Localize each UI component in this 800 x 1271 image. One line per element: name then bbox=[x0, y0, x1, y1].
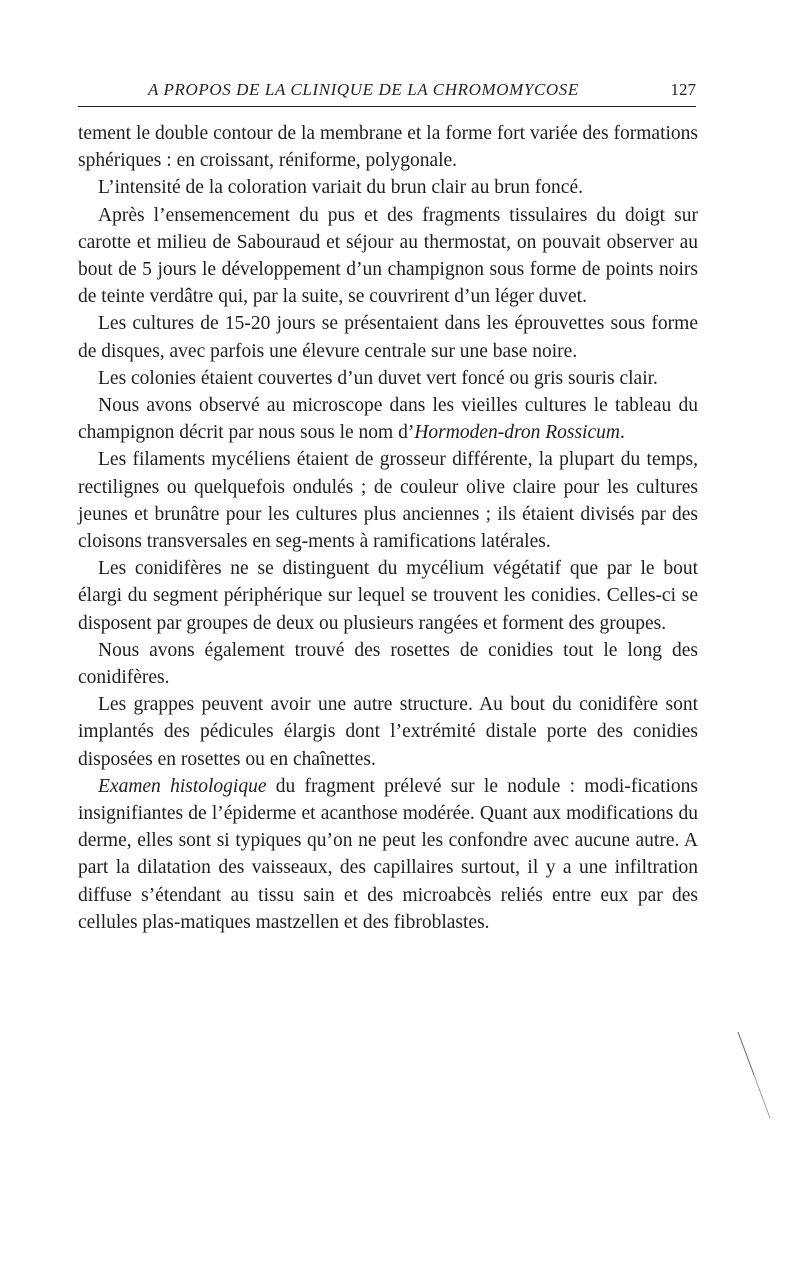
text-run: . bbox=[619, 422, 625, 444]
text-run: Les colonies étaient couvertes d’un duvet vert foncé ou gris souris clair. bbox=[98, 367, 658, 389]
text-run: Les grappes peuvent avoir une autre structure. Au bout du conidifère sont implantés des pédicules élargis dont l’extrémité distale porte des conidies disposées en rosettes ou en chaînettes. bbox=[78, 694, 698, 770]
text-run: tement le double contour de la membrane et la forme fort variée des formations sphériques : en croissant, réniforme, polygonale. bbox=[78, 123, 698, 172]
paragraph bbox=[78, 174, 698, 201]
species-name: Hormoden-dron Rossicum bbox=[414, 422, 620, 444]
margin-scratch-mark bbox=[736, 1030, 772, 1120]
paragraph bbox=[78, 392, 698, 446]
paragraph bbox=[78, 202, 698, 311]
text-run: L’intensité de la coloration variait du brun clair au brun foncé. bbox=[98, 177, 583, 199]
section-lead: Examen histologique bbox=[98, 775, 267, 797]
text-run: Après l’ensemencement du pus et des fragments tissulaires du doigt sur carotte et milieu de Sabouraud et séjour au thermostat, on pouvait observer au bout de 5 jours le développement d’un champignon sous forme de points noirs de teinte verdâtre qui, par la suite, se couvrirent d’un léger duvet. bbox=[78, 204, 698, 308]
running-header bbox=[78, 80, 696, 107]
body-text bbox=[78, 120, 698, 936]
paragraph bbox=[78, 365, 698, 392]
paragraph bbox=[78, 120, 698, 174]
paragraph bbox=[78, 691, 698, 773]
text-run: Les filaments mycéliens étaient de grosseur différente, la plupart du temps, rectilignes ou quelquefois ondulés ; de couleur olive claire pour les cultures jeunes et brunâtre pour les cultures plus anciennes ; ils étaient divisés par des cloisons transversales en seg-ments à ramifications latérales. bbox=[78, 449, 698, 553]
running-title: A PROPOS DE LA CLINIQUE DE LA CHROMOMYCOSE bbox=[148, 80, 579, 99]
text-run: Nous avons également trouvé des rosettes de conidies tout le long des conidifères. bbox=[78, 639, 698, 689]
paragraph bbox=[78, 310, 698, 364]
paragraph bbox=[78, 773, 698, 936]
text-run: Les cultures de 15-20 jours se présentaient dans les éprouvettes sous forme de disques, avec parfois une élevure centrale sur une base noire. bbox=[78, 313, 698, 362]
text-run: du fragment prélevé sur le nodule : modi-fications insignifiantes de l’épiderme et acanthose modérée. Quant aux modifications du derme, elles sont si typiques qu’on ne peut les confondre avec aucune autre. A part la dilatation des vaisseaux, des capillaires surtout, il y a une infiltration diffuse s’étendant au tissu sain et des microabcès reliés entre eux par des cellules plas-matiques mastzellen et des fibroblastes. bbox=[78, 775, 698, 933]
text-run: Nous avons observé au microscope dans les vieilles cultures le tableau du champignon décrit par nous sous le nom d’ bbox=[78, 395, 698, 444]
text-run: Les conidifères ne se distinguent du mycélium végétatif que par le bout élargi du segment périphérique sur lequel se trouvent les conidies. Celles-ci se disposent par groupes de deux ou plusieurs rangées et forment des groupes. bbox=[78, 558, 698, 634]
paragraph bbox=[78, 637, 698, 691]
paragraph bbox=[78, 555, 698, 637]
paragraph bbox=[78, 446, 698, 555]
page-number: 127 bbox=[670, 80, 696, 99]
